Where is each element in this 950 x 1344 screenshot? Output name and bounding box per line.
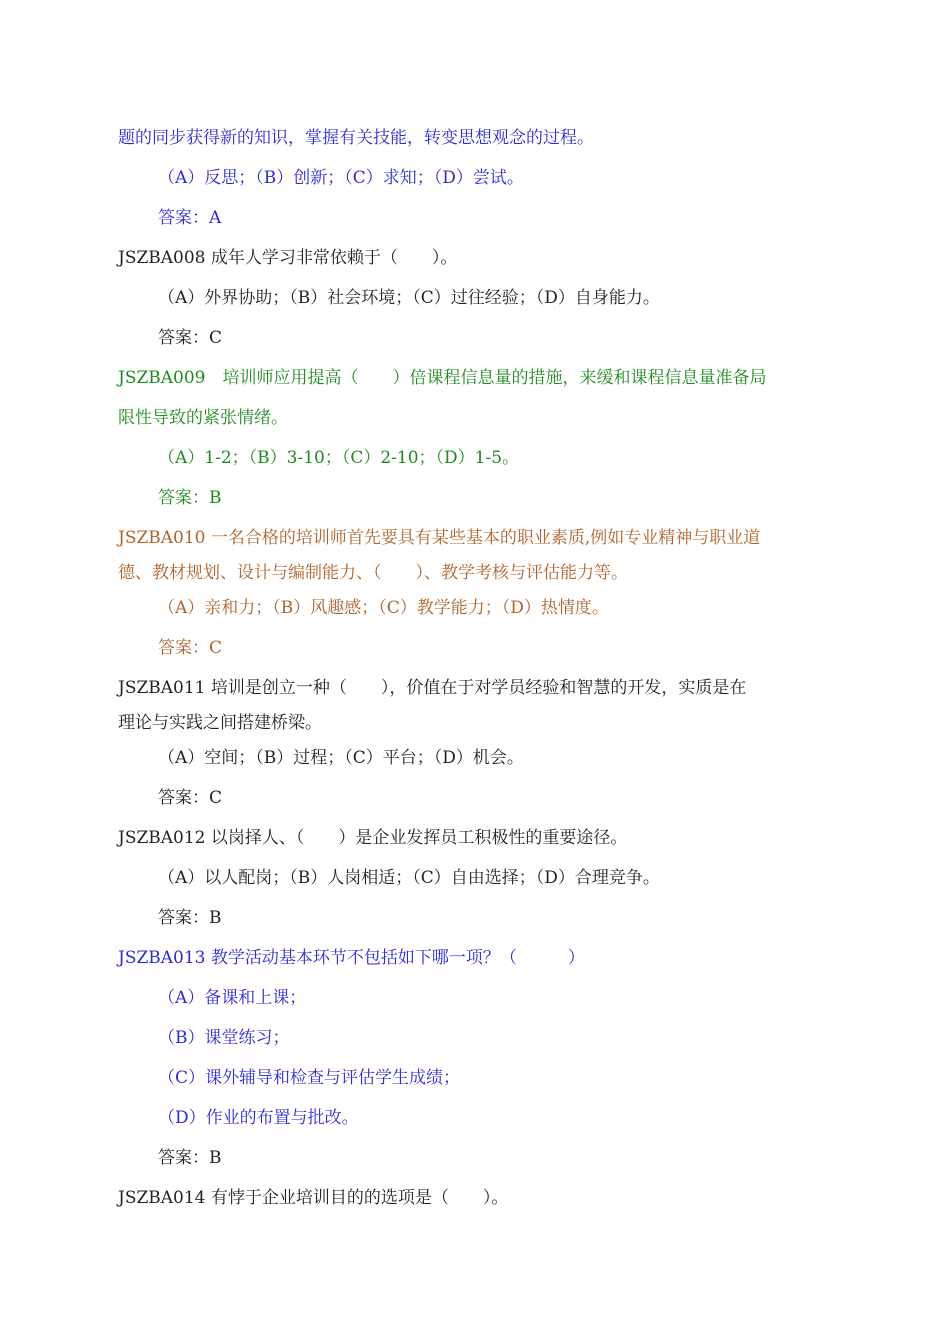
question-text-continued: 德、教材规划、设计与编制能力、（ ）、教学考核与评估能力等。 — [118, 563, 628, 583]
answer-line: 答案：C — [158, 638, 223, 658]
answer-line: 答案：B — [158, 908, 222, 928]
question-text-continued: 限性导致的紧张情绪。 — [118, 408, 288, 428]
question-jszba012: JSZBA012 以岗择人、（ ）是企业发挥员工积极性的重要途径。 — [118, 828, 628, 848]
answer-line: 答案：A — [158, 208, 222, 228]
options-line: （A）1-2；（B）3-10；（C）2-10；（D）1-5。 — [158, 448, 520, 468]
answer-line: 答案：C — [158, 328, 223, 348]
answer-line: 答案：C — [158, 788, 223, 808]
question-jszba009: JSZBA009 培训师应用提高（ ）倍课程信息量的措施，来缓和课程信息量准备局 — [118, 368, 767, 388]
option-d: （D）作业的布置与批改。 — [158, 1108, 359, 1128]
options-line: （A）以人配岗；（B）人岗相适；（C）自由选择；（D）合理竞争。 — [158, 868, 660, 888]
options-line: （A）亲和力；（B）风趣感；（C）教学能力；（D）热情度。 — [158, 598, 609, 618]
option-a: （A）备课和上课； — [158, 988, 307, 1008]
question-text-continued: 理论与实践之间搭建桥梁。 — [118, 713, 322, 733]
option-b: （B）课堂练习； — [158, 1028, 290, 1048]
option-c: （C）课外辅导和检查与评估学生成绩； — [158, 1068, 461, 1088]
answer-line: 答案：B — [158, 1148, 222, 1168]
question-text-continued: 题的同步获得新的知识，掌握有关技能，转变思想观念的过程。 — [118, 128, 594, 148]
answer-line: 答案：B — [158, 488, 222, 508]
options-line: （A）外界协助；（B）社会环境；（C）过往经验；（D）自身能力。 — [158, 288, 660, 308]
question-jszba008: JSZBA008 成年人学习非常依赖于（ ）。 — [118, 248, 458, 268]
question-jszba010: JSZBA010 一名合格的培训师首先要具有某些基本的职业素质,例如专业精神与职业道 — [118, 528, 761, 548]
options-line: （A）反思；（B）创新；（C）求知；（D）尝试。 — [158, 168, 524, 188]
question-jszba014: JSZBA014 有悖于企业培训目的的选项是（ ）。 — [118, 1188, 509, 1208]
question-jszba011: JSZBA011 培训是创立一种（ ），价值在于对学员经验和智慧的开发，实质是在 — [118, 678, 747, 698]
options-line: （A）空间；（B）过程；（C）平台；（D）机会。 — [158, 748, 524, 768]
question-jszba013: JSZBA013 教学活动基本环节不包括如下哪一项？（ ） — [118, 948, 585, 968]
